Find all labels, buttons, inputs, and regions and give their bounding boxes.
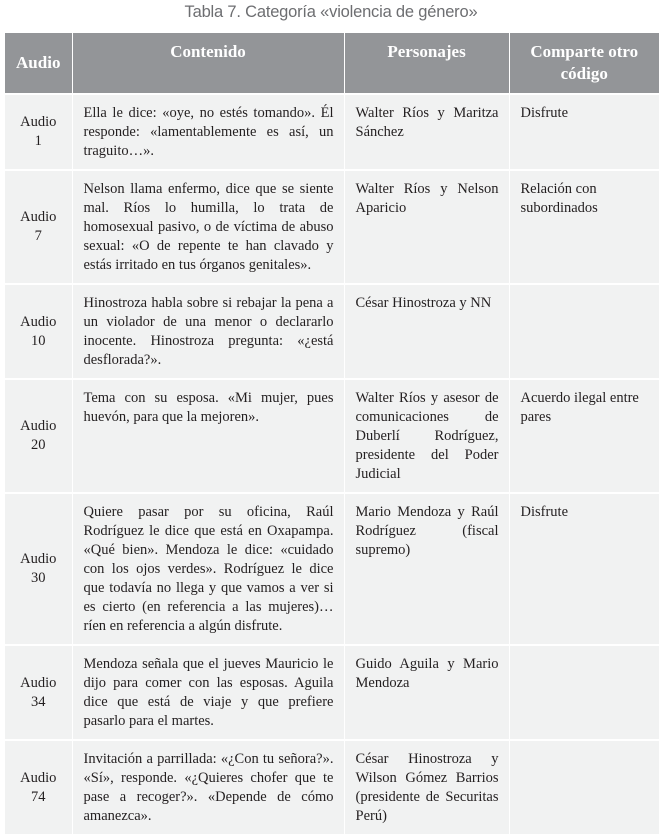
audio-number: 20 (31, 437, 46, 453)
table-header-row (5, 33, 659, 94)
personajes-cell: Guido Aguila y Mario Mendoza (344, 645, 509, 740)
audio-number: 10 (31, 332, 46, 349)
header-comparte: Comparte otro código (509, 33, 659, 94)
audio-cell (5, 740, 72, 834)
contenido-cell: Nelson llama enfermo, dice que se siente mal. Ríos lo humilla, lo trata de homosexual pasivo, o de víctima de abuso sexual: «O de repente te han clavado y estás irritado en tus órganos genitales». (72, 170, 344, 284)
personajes-cell: Walter Ríos y Maritza Sánchez (344, 94, 509, 170)
audio-label: Audio (20, 769, 57, 786)
personajes-cell: César Hinostroza y NN (344, 284, 509, 379)
contenido-cell: Quiere pasar por su oficina, Raúl Rodríguez le dice que está en Oxapampa. «Qué bien». Mendoza le dice: «cuidado con los ojos verdes». Rodríguez le dice que todavía no llega y que vamos a ver si es cierto (en referencia a las mujeres)… ríen en referencia a algún disfrute. (72, 493, 344, 645)
audio-label: Audio (20, 418, 57, 434)
table-row (5, 493, 659, 645)
audio-number: 7 (34, 228, 42, 244)
comparte-cell: Relación con subordinados (509, 170, 659, 284)
audio-label: Audio (20, 674, 57, 691)
comparte-cell: Disfrute (509, 493, 659, 645)
contenido-cell: Tema con su esposa. «Mi mujer, pues huevón, para que la mejoren». (72, 379, 344, 493)
comparte-cell (509, 645, 659, 740)
contenido-cell: Ella le dice: «oye, no estés tomando». Él responde: «lamentablemente es así, un traguito…». (72, 94, 344, 170)
comparte-cell (509, 740, 659, 834)
audio-cell (5, 379, 72, 493)
table-row (5, 645, 659, 740)
personajes-cell: Walter Ríos y asesor de comunicaciones de Duberlí Rodríguez, presidente del Poder Judicial (344, 379, 509, 493)
contenido-cell: Mendoza señala que el jueves Mauricio le dijo para comer con las esposas. Aguila dice que está de viaje y que prefiere pasarlo para el martes. (72, 645, 344, 740)
audio-label: Audio (20, 313, 57, 330)
contenido-cell: Invitación a parrillada: «¿Con tu señora?». «Sí», responde. «¿Quieres chofer que te pase a recoger?». «Depende de cómo amanezca». (72, 740, 344, 834)
header-contenido: Contenido (72, 33, 344, 94)
header-personajes: Personajes (344, 33, 509, 94)
audio-cell (5, 493, 72, 645)
audio-label: Audio (20, 209, 57, 225)
table-caption: Tabla 7. Categoría «violencia de género» (184, 3, 478, 21)
table-row (5, 94, 659, 170)
audio-cell (5, 284, 72, 379)
personajes-cell: César Hinostroza y Wilson Gómez Barrios (presidente de Securitas Perú) (344, 740, 509, 834)
table-row (5, 284, 659, 379)
personajes-cell: Walter Ríos y Nelson Aparicio (344, 170, 509, 284)
audio-number: 74 (31, 788, 46, 805)
comparte-cell: Disfrute (509, 94, 659, 170)
comparte-cell (509, 284, 659, 379)
header-audio: Audio (5, 33, 72, 94)
audio-cell (5, 645, 72, 740)
audio-number: 1 (34, 133, 42, 149)
table-row (5, 170, 659, 284)
comparte-cell: Acuerdo ilegal entre pares (509, 379, 659, 493)
contenido-cell: Hinostroza habla sobre si rebajar la pena a un violador de una menor o declararlo inocente. Hinostroza pregunta: «¿está desflorada?». (72, 284, 344, 379)
audio-cell (5, 94, 72, 170)
audio-number: 30 (31, 570, 46, 586)
personajes-cell: Mario Mendoza y Raúl Rodríguez (fiscal supremo) (344, 493, 509, 645)
table-row (5, 379, 659, 493)
audio-number: 34 (31, 693, 46, 710)
table-row (5, 740, 659, 834)
audio-label: Audio (20, 114, 57, 130)
audio-label: Audio (20, 551, 57, 567)
violence-category-table (5, 33, 659, 834)
audio-cell (5, 170, 72, 284)
